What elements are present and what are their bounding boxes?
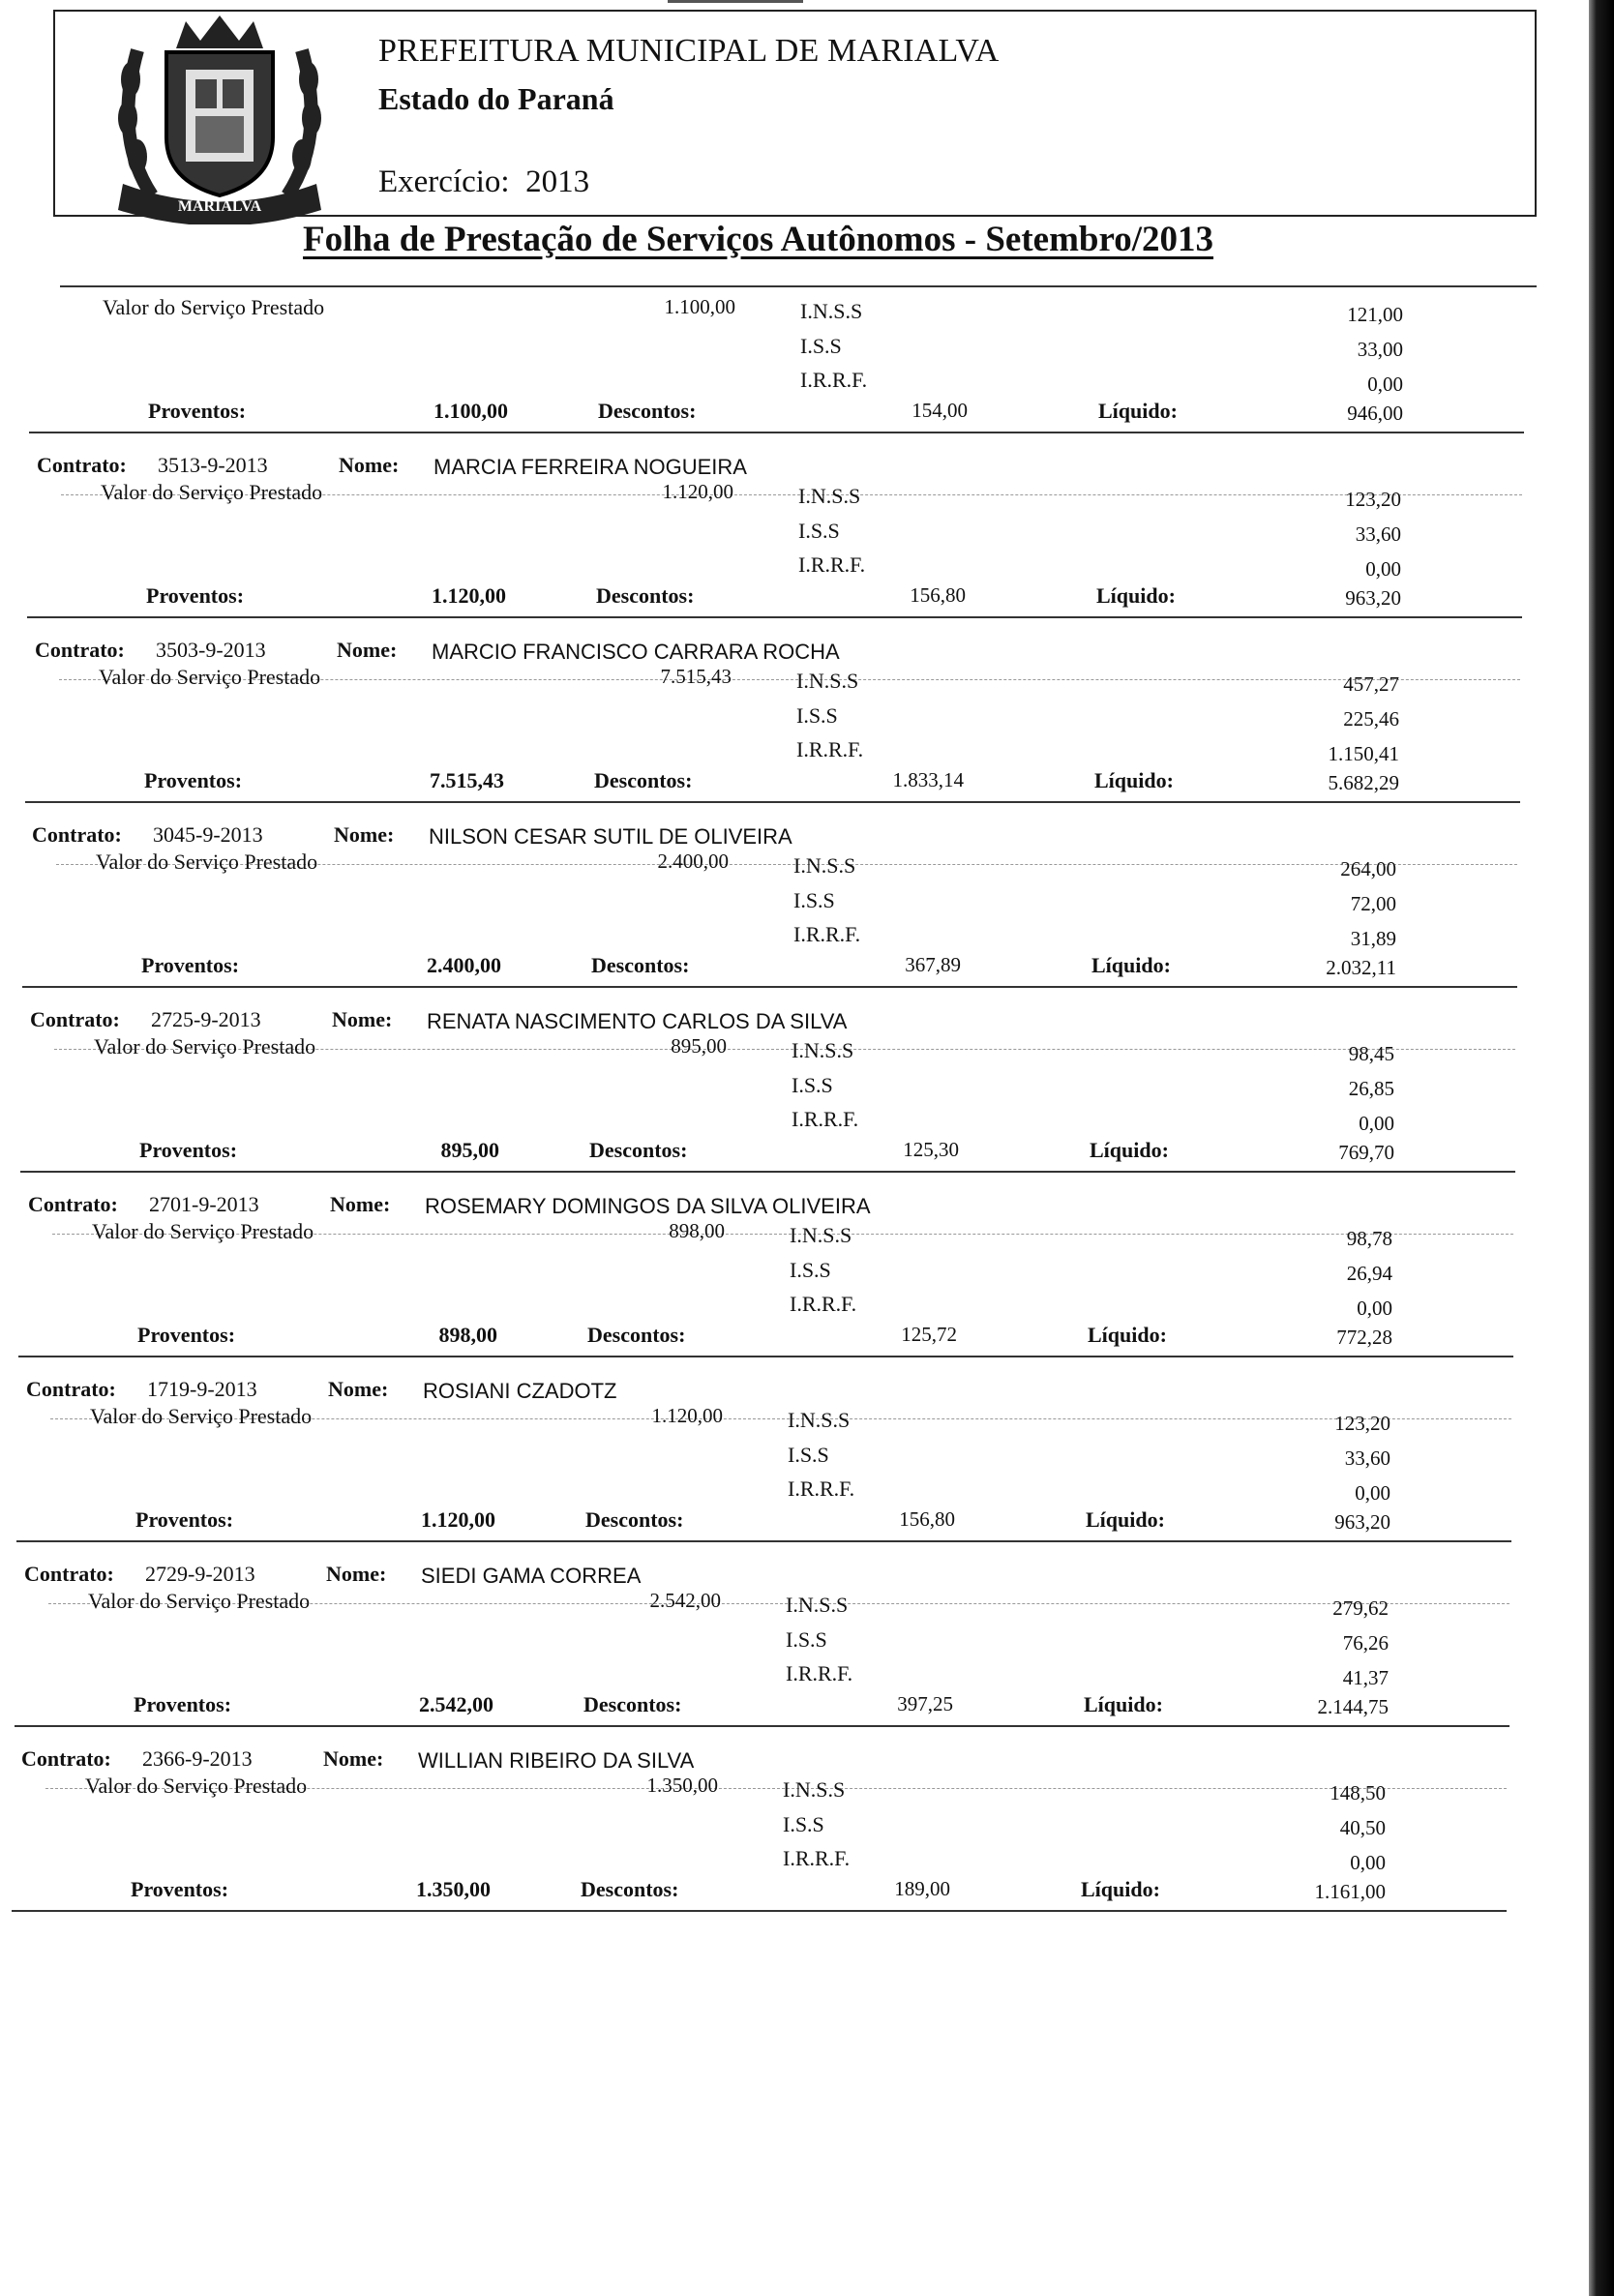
nome-label: Nome: [332,1007,393,1031]
irrf-amount: 0,00 [1359,1112,1394,1135]
record-rule [27,616,1522,618]
liquido-label: Líquido: [1094,768,1174,792]
descontos-label: Descontos: [585,1507,684,1532]
valor-servico-amount: 1.350,00 [646,1774,718,1797]
inss-amount: 121,00 [1347,303,1403,326]
contrato-number: 1719-9-2013 [147,1377,257,1401]
liquido-amount: 946,00 [1347,402,1403,425]
inss-amount: 98,78 [1346,1227,1392,1250]
liquido-label: Líquido: [1090,1138,1169,1162]
irrf-label: I.R.R.F. [792,1107,859,1131]
descontos-label: Descontos: [589,1138,688,1162]
inss-label: I.N.S.S [788,1408,851,1432]
contrato-number: 2366-9-2013 [142,1746,253,1771]
liquido-label: Líquido: [1086,1507,1165,1532]
descontos-label: Descontos: [581,1877,679,1901]
contrato-label: Contrato: [32,822,122,847]
descontos-amount: 125,30 [903,1138,959,1161]
scan-mark [668,0,803,3]
proventos-amount: 898,00 [438,1323,497,1347]
proventos-label: Proventos: [148,399,247,423]
municipality-title: PREFEITURA MUNICIPAL DE MARIALVA [378,33,1000,69]
iss-label: I.S.S [798,519,840,543]
proventos-label: Proventos: [144,768,243,792]
nome-label: Nome: [323,1746,384,1771]
contrato-label: Contrato: [26,1377,116,1401]
valor-servico-label: Valor do Serviço Prestado [90,1404,313,1428]
irrf-label: I.R.R.F. [798,552,866,577]
descontos-amount: 367,89 [905,953,961,976]
inss-amount: 264,00 [1340,857,1396,880]
descontos-amount: 156,80 [899,1507,955,1531]
irrf-label: I.R.R.F. [796,737,864,761]
irrf-amount: 31,89 [1350,927,1396,950]
irrf-amount: 0,00 [1355,1481,1390,1505]
liquido-amount: 5.682,29 [1328,771,1399,794]
liquido-amount: 769,70 [1338,1141,1394,1164]
valor-servico-label: Valor do Serviço Prestado [85,1774,308,1798]
exercicio-label: Exercício: [378,164,510,199]
liquido-amount: 1.161,00 [1314,1880,1386,1903]
record-rule [29,432,1524,433]
inss-label: I.N.S.S [793,853,856,878]
header-box [53,10,1537,217]
iss-amount: 33,60 [1355,522,1401,546]
inss-amount: 123,20 [1334,1412,1390,1435]
liquido-amount: 772,28 [1336,1326,1392,1349]
valor-servico-amount: 7.515,43 [660,665,732,688]
proventos-amount: 1.100,00 [433,399,508,423]
inss-label: I.N.S.S [792,1038,854,1062]
iss-amount: 225,46 [1343,707,1399,731]
liquido-amount: 2.032,11 [1326,956,1396,979]
contrato-label: Contrato: [30,1007,120,1031]
proventos-amount: 2.400,00 [427,953,501,977]
employee-name: SIEDI GAMA CORREA [421,1564,642,1588]
irrf-amount: 0,00 [1350,1851,1386,1874]
proventos-label: Proventos: [137,1323,236,1347]
municipal-crest-icon [94,12,345,224]
iss-label: I.S.S [790,1258,831,1282]
irrf-label: I.R.R.F. [790,1292,857,1316]
proventos-label: Proventos: [131,1877,229,1901]
liquido-label: Líquido: [1096,583,1176,608]
record-rule [15,1725,1509,1727]
valor-servico-amount: 1.120,00 [662,480,733,503]
employee-name: ROSIANI CZADOTZ [423,1379,617,1403]
irrf-label: I.R.R.F. [783,1846,851,1870]
descontos-amount: 156,80 [910,583,966,607]
valor-servico-label: Valor do Serviço Prestado [101,480,323,504]
contrato-number: 3513-9-2013 [158,453,268,477]
proventos-amount: 1.120,00 [421,1507,495,1532]
valor-servico-label: Valor do Serviço Prestado [103,295,325,319]
exercicio-year: 2013 [525,164,590,199]
liquido-amount: 963,20 [1334,1510,1390,1534]
employee-name: MARCIO FRANCISCO CARRARA ROCHA [432,640,840,664]
proventos-label: Proventos: [141,953,240,977]
valor-servico-amount: 898,00 [669,1219,725,1242]
inss-label: I.N.S.S [800,299,863,323]
document-title: Folha de Prestação de Serviços Autônomos - Setembro/2013 [303,220,1214,259]
inss-amount: 148,50 [1330,1781,1386,1804]
inss-label: I.N.S.S [798,484,861,508]
liquido-label: Líquido: [1088,1323,1167,1347]
liquido-amount: 963,20 [1345,586,1401,610]
contrato-number: 2701-9-2013 [149,1192,259,1216]
employee-name: ROSEMARY DOMINGOS DA SILVA OLIVEIRA [425,1194,871,1218]
liquido-label: Líquido: [1091,953,1171,977]
liquido-label: Líquido: [1098,399,1178,423]
proventos-label: Proventos: [135,1507,234,1532]
nome-label: Nome: [326,1562,387,1586]
inss-label: I.N.S.S [783,1777,846,1802]
descontos-amount: 125,72 [901,1323,957,1346]
proventos-amount: 2.542,00 [419,1692,493,1716]
irrf-label: I.R.R.F. [788,1476,855,1501]
employee-name: RENATA NASCIMENTO CARLOS DA SILVA [427,1009,848,1033]
descontos-label: Descontos: [594,768,693,792]
record-rule [16,1540,1511,1542]
valor-servico-amount: 2.542,00 [649,1589,721,1612]
valor-servico-label: Valor do Serviço Prestado [99,665,321,689]
irrf-amount: 0,00 [1367,373,1403,396]
contrato-label: Contrato: [28,1192,118,1216]
valor-servico-amount: 2.400,00 [657,850,729,873]
scan-edge [1589,0,1614,2296]
valor-servico-amount: 1.120,00 [651,1404,723,1427]
record-rule [12,1910,1507,1912]
title-rule [60,285,1537,287]
proventos-label: Proventos: [139,1138,238,1162]
record-rule [18,1356,1513,1357]
record-rule [20,1171,1515,1173]
descontos-label: Descontos: [596,583,695,608]
proventos-amount: 1.120,00 [432,583,506,608]
proventos-amount: 895,00 [440,1138,499,1162]
contrato-number: 3503-9-2013 [156,638,266,662]
proventos-amount: 1.350,00 [416,1877,491,1901]
descontos-label: Descontos: [591,953,690,977]
nome-label: Nome: [339,453,400,477]
iss-amount: 72,00 [1350,892,1396,915]
inss-amount: 98,45 [1348,1042,1394,1065]
contrato-label: Contrato: [37,453,127,477]
inss-amount: 279,62 [1332,1596,1389,1620]
proventos-amount: 7.515,43 [430,768,504,792]
inss-amount: 123,20 [1345,488,1401,511]
irrf-label: I.R.R.F. [786,1661,853,1685]
liquido-label: Líquido: [1081,1877,1160,1901]
crest-ribbon-text: MARIALVA [177,198,262,215]
valor-servico-amount: 1.100,00 [664,295,735,318]
employee-name: MARCIA FERREIRA NOGUEIRA [433,455,747,479]
liquido-label: Líquido: [1084,1692,1163,1716]
fiscal-year [378,164,589,200]
nome-label: Nome: [328,1377,389,1401]
iss-label: I.S.S [796,703,838,728]
inss-amount: 457,27 [1343,672,1399,696]
state-subtitle: Estado do Paraná [378,81,614,116]
nome-label: Nome: [337,638,398,662]
contrato-label: Contrato: [35,638,125,662]
iss-label: I.S.S [786,1627,827,1652]
descontos-label: Descontos: [587,1323,686,1347]
inss-label: I.N.S.S [790,1223,852,1247]
descontos-label: Descontos: [583,1692,682,1716]
iss-amount: 33,60 [1344,1446,1390,1470]
contrato-number: 3045-9-2013 [153,822,263,847]
liquido-amount: 2.144,75 [1317,1695,1389,1718]
proventos-label: Proventos: [134,1692,232,1716]
irrf-amount: 41,37 [1342,1666,1389,1689]
descontos-label: Descontos: [598,399,697,423]
record-rule [22,986,1517,988]
iss-label: I.S.S [783,1812,824,1836]
iss-label: I.S.S [793,888,835,912]
irrf-label: I.R.R.F. [800,368,868,392]
valor-servico-label: Valor do Serviço Prestado [94,1034,316,1059]
irrf-amount: 0,00 [1365,557,1401,581]
valor-servico-label: Valor do Serviço Prestado [88,1589,311,1613]
employee-name: NILSON CESAR SUTIL DE OLIVEIRA [429,824,792,849]
iss-label: I.S.S [800,334,842,358]
valor-servico-label: Valor do Serviço Prestado [96,850,318,874]
nome-label: Nome: [330,1192,391,1216]
proventos-label: Proventos: [146,583,245,608]
contrato-label: Contrato: [21,1746,111,1771]
nome-label: Nome: [334,822,395,847]
irrf-amount: 1.150,41 [1328,742,1399,765]
irrf-amount: 0,00 [1357,1297,1392,1320]
descontos-amount: 1.833,14 [892,768,964,791]
iss-amount: 26,94 [1346,1262,1392,1285]
record-rule [25,801,1520,803]
valor-servico-amount: 895,00 [671,1034,727,1058]
iss-amount: 76,26 [1342,1631,1389,1655]
employee-name: WILLIAN RIBEIRO DA SILVA [418,1748,695,1773]
inss-label: I.N.S.S [786,1593,849,1617]
descontos-amount: 397,25 [897,1692,953,1715]
iss-label: I.S.S [788,1443,829,1467]
iss-amount: 33,00 [1357,338,1403,361]
iss-amount: 26,85 [1348,1077,1394,1100]
descontos-amount: 154,00 [912,399,968,422]
iss-label: I.S.S [792,1073,833,1097]
iss-amount: 40,50 [1339,1816,1386,1839]
irrf-label: I.R.R.F. [793,922,861,946]
inss-label: I.N.S.S [796,669,859,693]
contrato-number: 2729-9-2013 [145,1562,255,1586]
descontos-amount: 189,00 [894,1877,950,1900]
contrato-number: 2725-9-2013 [151,1007,261,1031]
valor-servico-label: Valor do Serviço Prestado [92,1219,314,1243]
contrato-label: Contrato: [24,1562,114,1586]
